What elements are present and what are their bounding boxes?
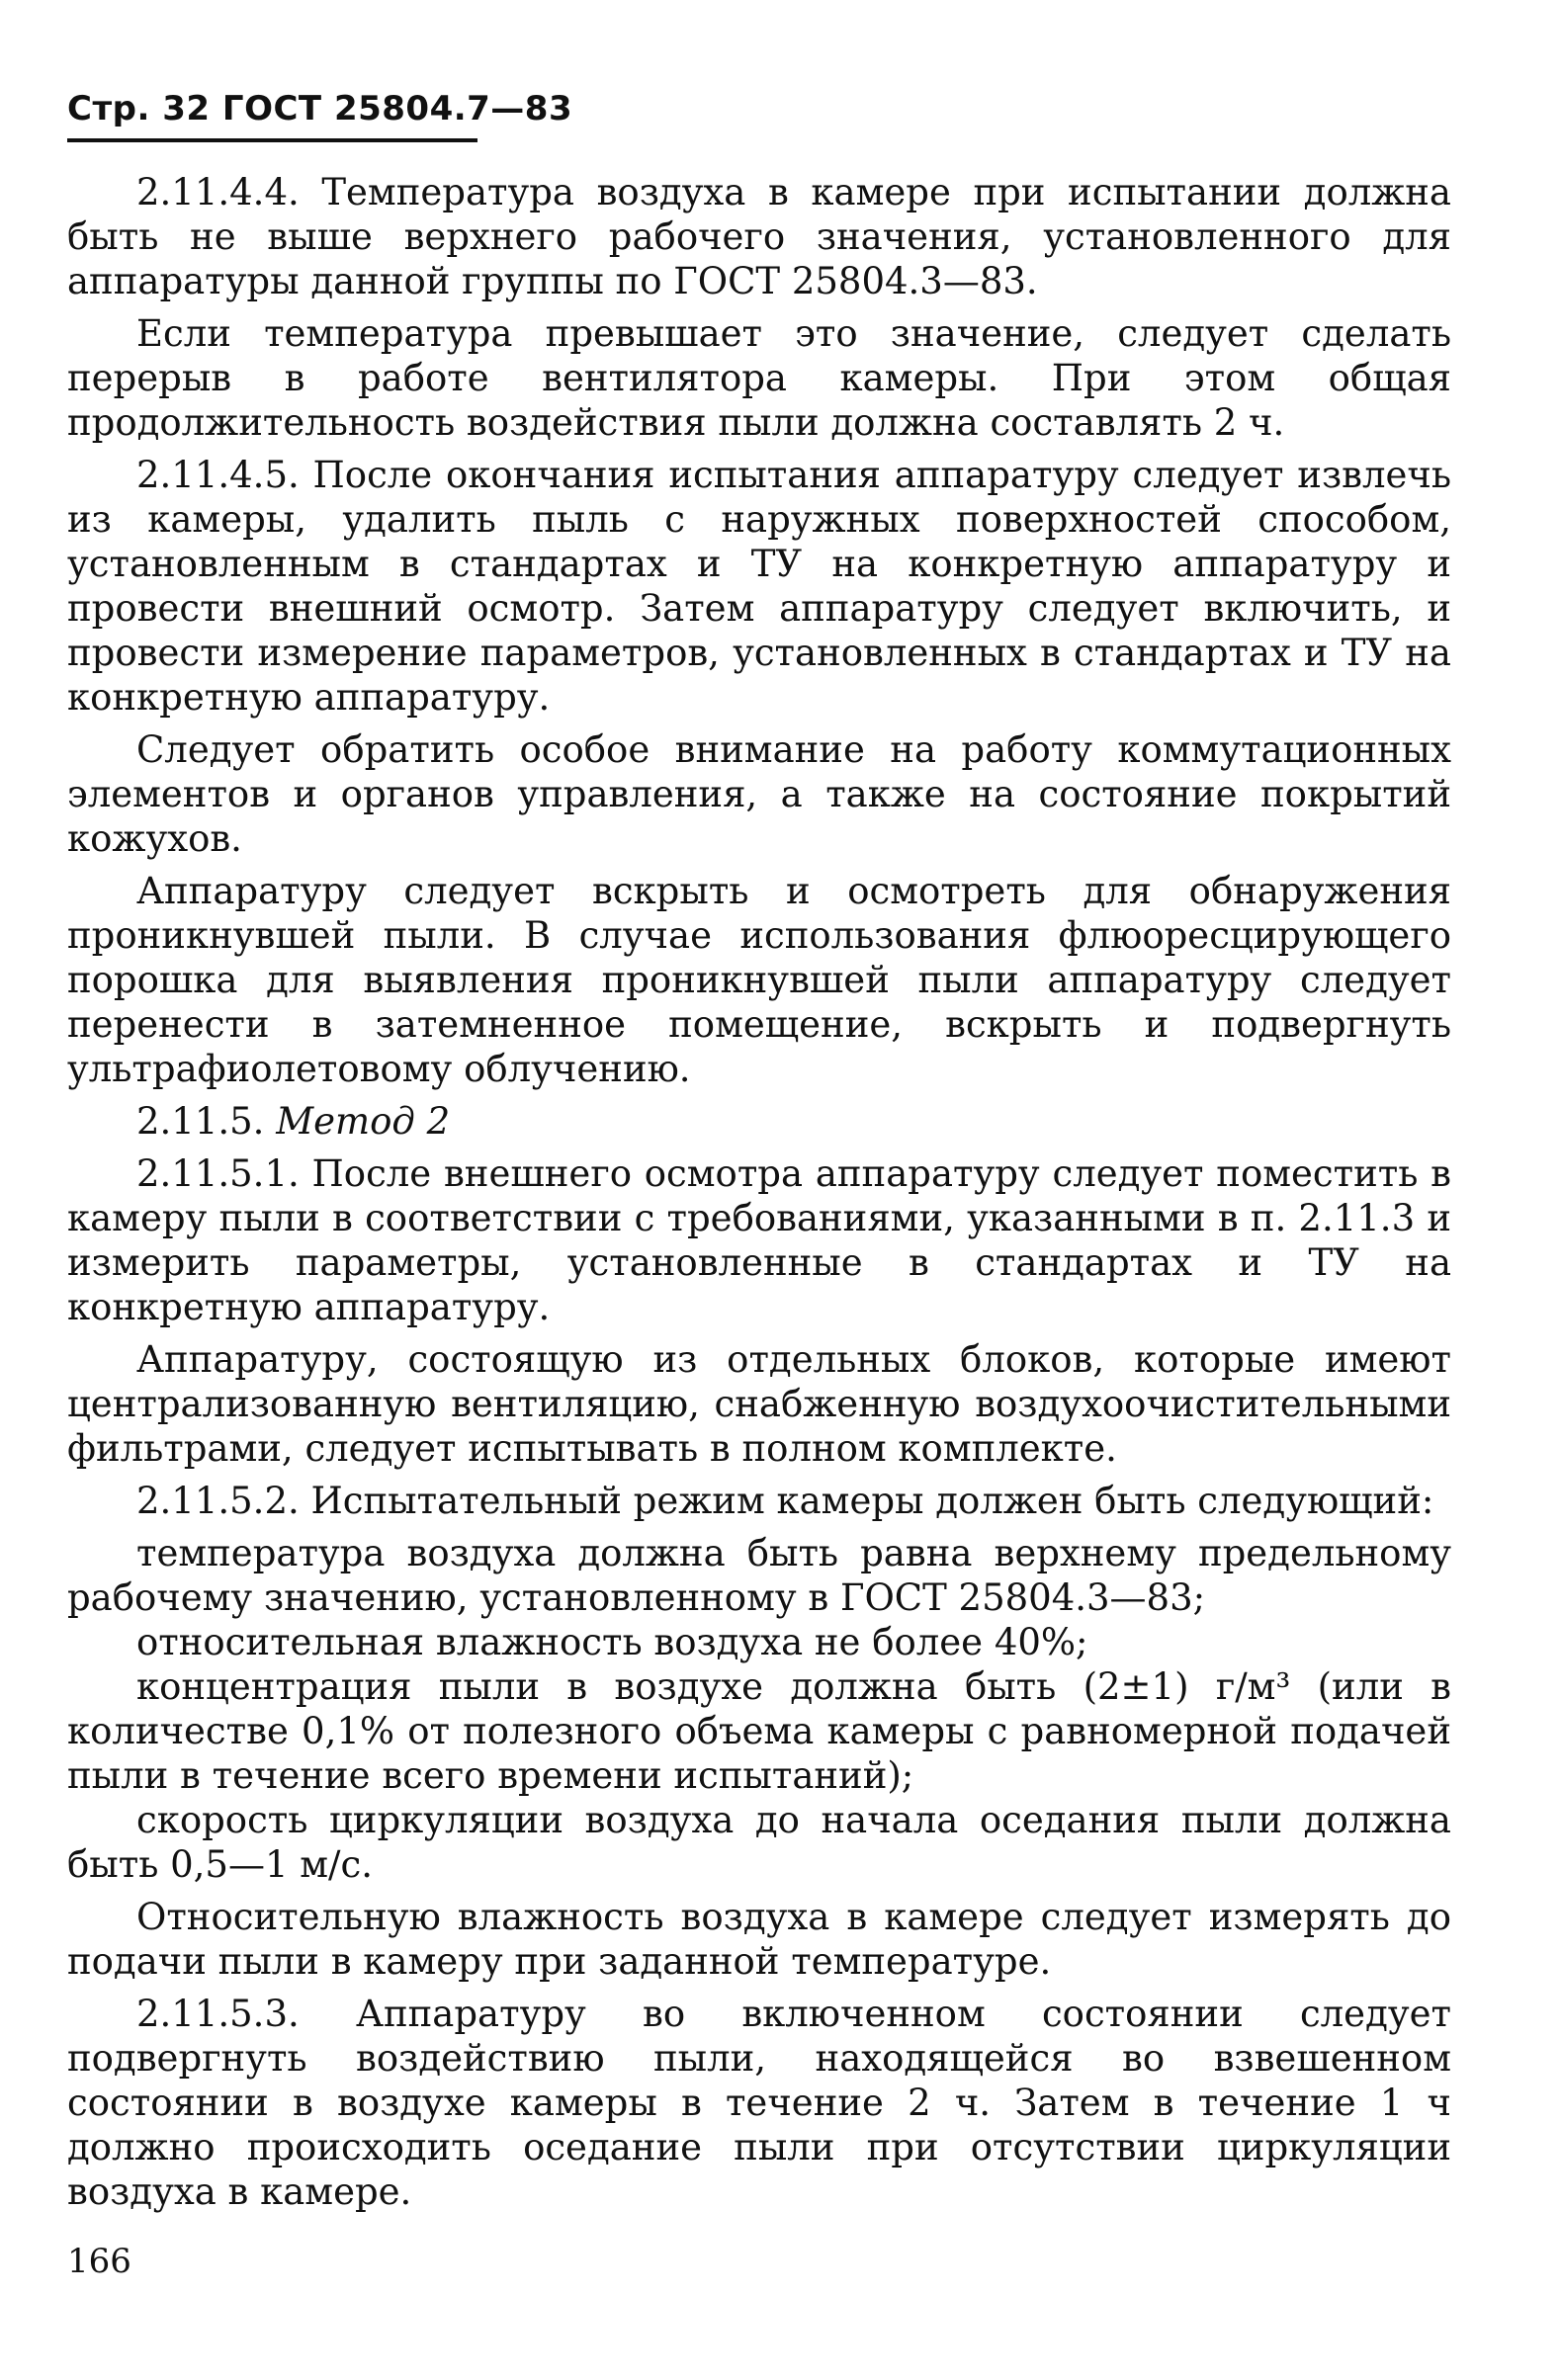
paragraph-separate-blocks: Аппаратуру, состоящую из отдельных блоков, которые имеют централизованную вентиляцию, снабженную воздухоочистительными фильтрами, следует испытывать в полном комплекте. — [67, 1338, 1451, 1470]
condition-temperature: температура воздуха должна быть равна верхнему предельному рабочему значению, установленному в ГОСТ 25804.3—83; — [67, 1532, 1451, 1619]
running-head: Стр. 32 ГОСТ 25804.7—83 — [67, 89, 573, 128]
method-number: 2.11.5. — [136, 1100, 265, 1143]
paragraph-2-11-5-2: 2.11.5.2. Испытательный режим камеры должен быть следующий: — [136, 1480, 1434, 1522]
method-title: Метод 2 — [276, 1100, 451, 1143]
method-heading — [67, 1099, 1451, 1144]
paragraph-2-11-5-1: 2.11.5.1. После внешнего осмотра аппаратуру следует поместить в камеру пыли в соответствии с требованиями, указанными в п. 2.11.3 и измерить параметры, установленные в стандартах и ТУ на конкретную аппаратуру. — [67, 1152, 1451, 1328]
paragraph-temperature-exceeded: Если температура превышает это значение, следует сделать перерыв в работе вентилятора камеры. При этом общая продолжительность воздействия пыли должна составлять 2 ч. — [67, 312, 1451, 444]
condition-air-speed: скорость циркуляции воздуха до начала оседания пыли должна быть 0,5—1 м/с. — [67, 1799, 1451, 1886]
header-rule — [67, 138, 477, 142]
body-text — [67, 170, 1451, 2222]
paragraph-2-11-4-5: 2.11.4.5. После окончания испытания аппаратуру следует извлечь из камеры, удалить пыль с наружных поверхностей способом, установленным в стандартах и ТУ на конкретную аппаратуру и провести внешний осмотр. Затем аппаратуру следует включить, и провести измерение параметров, установленных в стандартах и ТУ на конкретную аппаратуру. — [67, 454, 1451, 719]
condition-humidity: относительная влажность воздуха не более 40%; — [136, 1621, 1088, 1663]
page-number: 166 — [67, 2242, 131, 2281]
paragraph-switching-elements: Следует обратить особое внимание на работу коммутационных элементов и органов управления, а также на состояние покрытий кожухов. — [67, 728, 1451, 860]
paragraph-2-11-4-4: 2.11.4.4. Температура воздуха в камере при испытании должна быть не выше верхнего рабочего значения, установленного для аппаратуры данной группы по ГОСТ 25804.3—83. — [67, 171, 1451, 302]
condition-dust-concentration: концентрация пыли в воздухе должна быть (2±1) г/м³ (или в количестве 0,1% от полезного объема камеры с равномерной подачей пыли в течение всего времени испытаний); — [67, 1665, 1451, 1797]
paragraph-open-and-inspect: Аппаратуру следует вскрыть и осмотреть для обнаружения проникнувшей пыли. В случае использования флюоресцирующего порошка для выявления проникнувшей пыли аппаратуру следует перенести в затемненное помещение, вскрыть и подвергнуть ультрафиолетовому облучению. — [67, 870, 1451, 1090]
paragraph-humidity-measurement: Относительную влажность воздуха в камере следует измерять до подачи пыли в камеру при заданной температуре. — [67, 1896, 1451, 1983]
paragraph-2-11-5-3: 2.11.5.3. Аппаратуру во включенном состоянии следует подвергнуть воздействию пыли, находящейся во взвешенном состоянии в воздухе камеры в течение 2 ч. Затем в течение 1 ч должно происходить оседание пыли при отсутствии циркуляции воздуха в камере. — [67, 1993, 1451, 2213]
